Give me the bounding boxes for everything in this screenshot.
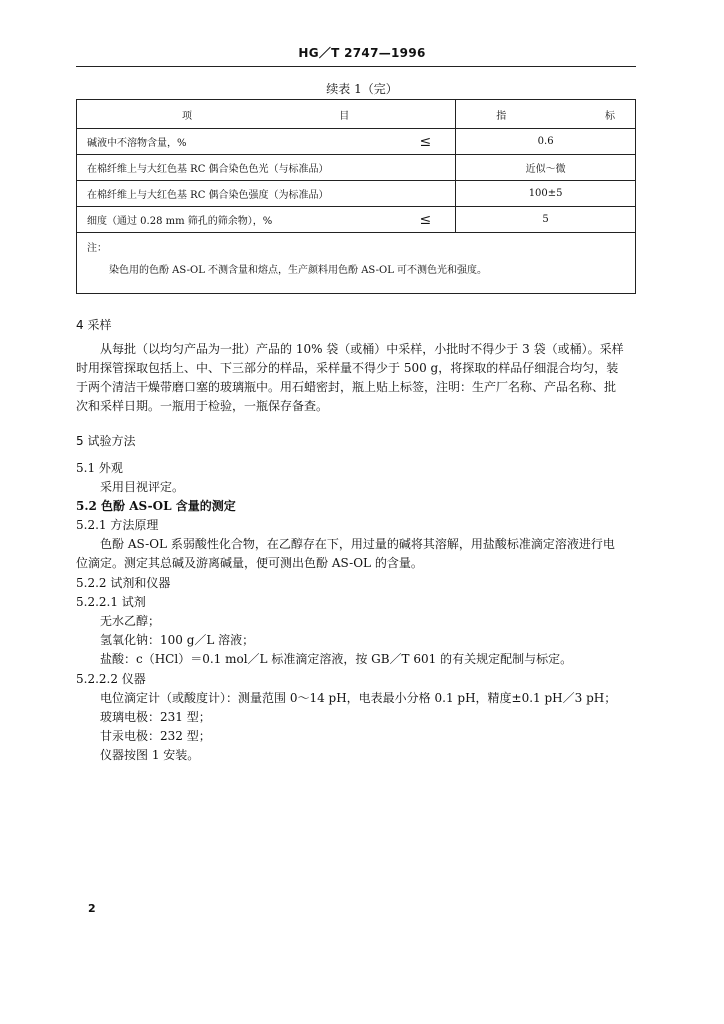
- row-symbol: ≤: [419, 211, 432, 228]
- row-item: 在棉纤维上与大红色基 RC 偶合染色强度（为标准品）: [87, 190, 329, 201]
- reagent-list: [100, 612, 656, 669]
- row-value: 5: [456, 207, 636, 233]
- section-4-line: 时用探管探取包括上、中、下三部分的样品，采样量不得少于 500 g，将探取的样品仔细混合均匀，装: [76, 361, 619, 375]
- header-item-b: 目: [339, 110, 350, 122]
- table-row: [77, 129, 636, 155]
- section-5-2-1-title: 5.2.1 方法原理: [76, 518, 159, 532]
- section-4-line: 次和采样日期。一瓶用于检验，一瓶保存备查。: [76, 399, 329, 413]
- row-item: 在棉纤维上与大红色基 RC 偶合染色色光（与标准品）: [87, 164, 329, 175]
- table-note-row: [77, 233, 636, 294]
- row-symbol: ≤: [419, 133, 432, 150]
- section-5-title: 5 试验方法: [76, 434, 136, 448]
- instrument-item: 仪器按图 1 安装。: [100, 748, 200, 762]
- reagent-item: 无水乙醇；: [100, 614, 161, 628]
- section-5-2-2-1-title: 5.2.2.1 试剂: [76, 595, 146, 609]
- section-5-2-2-2-title: 5.2.2.2 仪器: [76, 672, 146, 686]
- standard-id-header: HG／T 2747—1996: [298, 46, 426, 60]
- section-5-1-title: 5.1 外观: [76, 461, 123, 475]
- section-5-1-text: 采用目视评定。: [100, 480, 185, 494]
- instrument-item: 电位滴定计（或酸度计）：测量范围 0～14 pH，电表最小分格 0.1 pH，精度±0.1 pH／3 pH；: [100, 691, 617, 705]
- header-item-a: 项: [182, 110, 192, 122]
- row-item: 细度（通过 0.28 mm 筛孔的筛余物），%: [87, 216, 273, 227]
- section-5-2-1-body: [76, 535, 656, 573]
- section-5-2-1-line: 色酚 AS-OL 系弱酸性化合物，在乙醇存在下，用过量的碱将其溶解，用盐酸标准滴定溶液进行电: [100, 537, 615, 551]
- header-index-b: 标: [605, 110, 615, 122]
- header-rule: [76, 66, 636, 67]
- reagent-item: 盐酸：c（HCl）＝0.1 mol／L 标准滴定溶液，按 GB／T 601 的有关规定配制与标定。: [100, 652, 573, 666]
- section-4-title: 4 采样: [76, 318, 112, 332]
- table-row: [77, 207, 636, 233]
- section-5-2-2-title: 5.2.2 试剂和仪器: [76, 576, 171, 590]
- spec-table: [76, 99, 636, 294]
- section-4-line: 从每批（以均匀产品为一批）产品的 10% 袋（或桶）中采样，小批时不得少于 3 袋（或桶）。采样: [100, 342, 624, 356]
- section-5-2-1-line: 位滴定。测定其总碱及游离碱量，便可测出色酚 AS-OL 的含量。: [76, 556, 423, 570]
- row-item: 碱液中不溶物含量，%: [87, 138, 187, 149]
- note-label: 注：: [87, 243, 107, 254]
- header-index-cell: [456, 100, 636, 129]
- instrument-list: [100, 689, 656, 765]
- row-value: 100±5: [456, 181, 636, 207]
- row-value: 近似～微: [456, 155, 636, 181]
- header-index-a: 指: [496, 110, 507, 122]
- table-row: [77, 181, 636, 207]
- instrument-item: 甘汞电极：232 型；: [100, 729, 211, 743]
- page-number: 2: [88, 902, 96, 915]
- section-5-2-title: 5.2 色酚 AS-OL 含量的测定: [76, 499, 236, 513]
- header-item-cell: [77, 100, 456, 129]
- note-text: 染色用的色酚 AS-OL 不测含量和熔点，生产颜料用色酚 AS-OL 可不测色光和强度。: [109, 265, 488, 276]
- table-caption: 续表 1（完）: [326, 82, 398, 96]
- reagent-item: 氢氧化钠：100 g／L 溶液；: [100, 633, 255, 647]
- table-row: [77, 155, 636, 181]
- table-header-row: [77, 100, 636, 129]
- section-4-body: [76, 340, 656, 416]
- instrument-item: 玻璃电极：231 型；: [100, 710, 211, 724]
- section-4-line: 于两个清洁干燥带磨口塞的玻璃瓶中。用石蜡密封，瓶上贴上标签，注明：生产厂名称、产品名称、批: [76, 380, 617, 394]
- row-value: 0.6: [456, 129, 636, 155]
